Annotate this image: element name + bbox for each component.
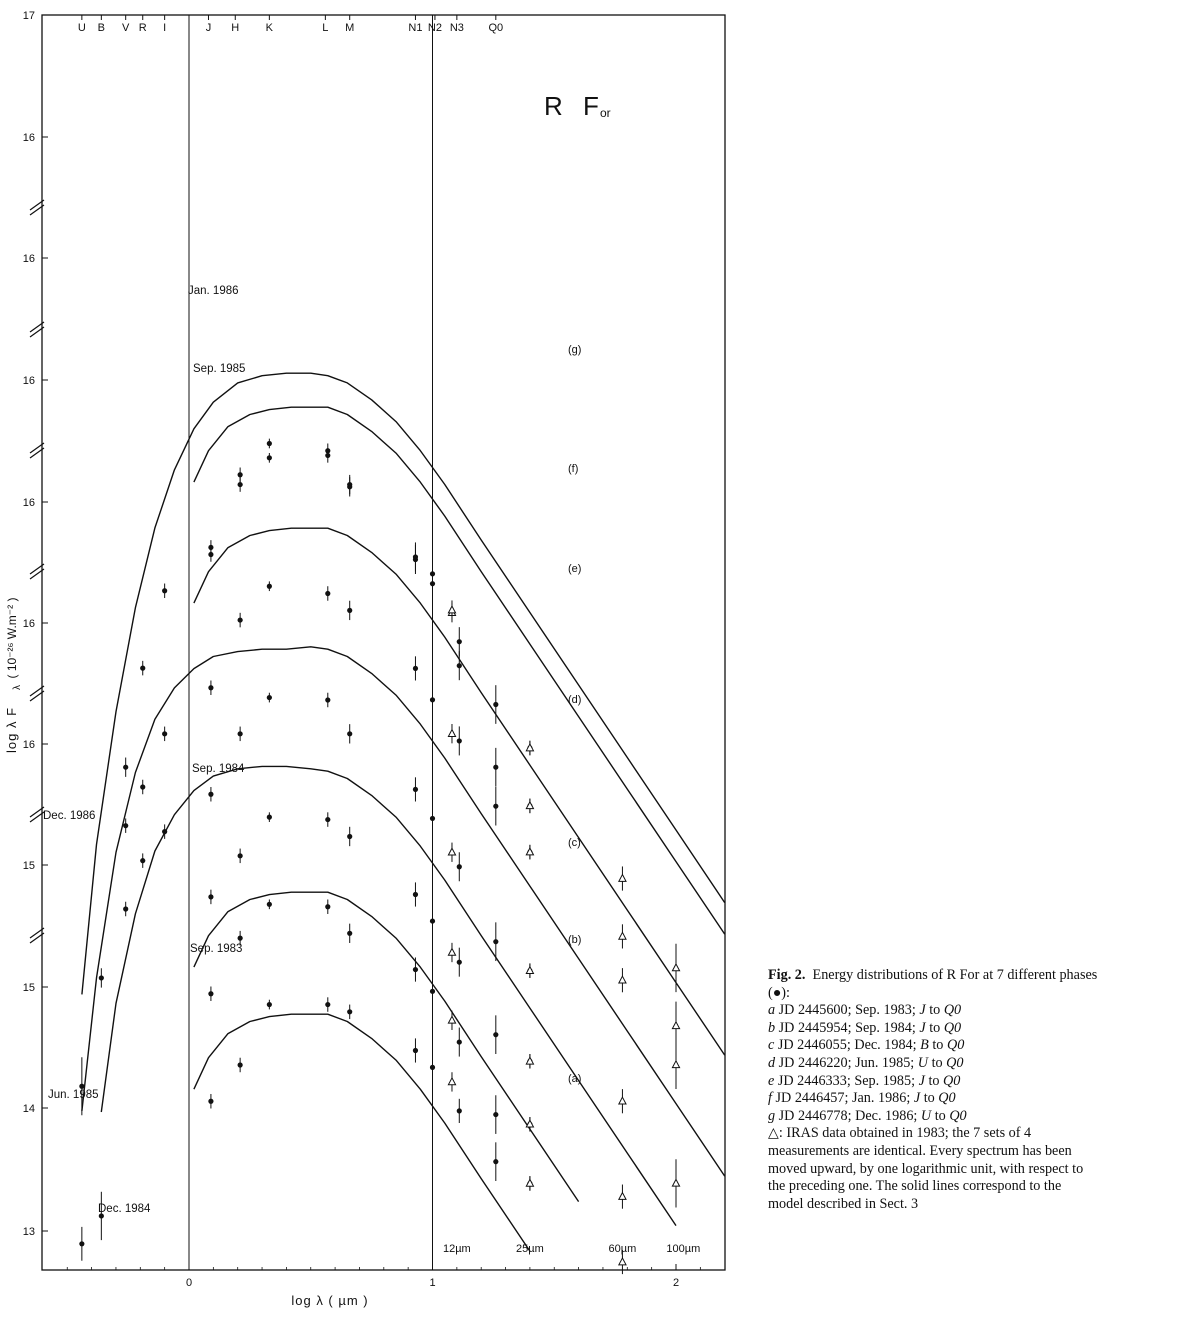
- iras-point: [448, 1016, 455, 1023]
- band-label: J: [205, 22, 212, 34]
- entry-letter: b: [768, 1019, 776, 1036]
- annotation-sep--1983: Sep. 1983: [190, 943, 243, 955]
- entry-letter: g: [768, 1107, 776, 1124]
- caption-title: Energy distributions of R For at 7 different phases: [812, 967, 1098, 983]
- y-tick-label: 13: [22, 1226, 35, 1238]
- data-point: [325, 904, 330, 909]
- data-point: [430, 989, 435, 994]
- caption-entry: [768, 1090, 1196, 1108]
- entry-date: Sep. 1985;: [854, 1072, 919, 1089]
- iras-point: [672, 1179, 679, 1186]
- caption-entries: [768, 1002, 1196, 1125]
- y-tick-label: 14: [22, 1103, 35, 1115]
- entry-band-to: Q0: [943, 1072, 961, 1089]
- caption-body-line: △: IRAS data obtained in 1983; the 7 sets of 4: [768, 1125, 1032, 1142]
- y-tick-label: 16: [22, 132, 35, 144]
- entry-band-to: Q0: [949, 1107, 967, 1124]
- data-point: [162, 588, 167, 593]
- annotation--f-: (f): [568, 463, 579, 475]
- entry-jd: JD 2446778;: [775, 1107, 856, 1124]
- data-point: [325, 697, 330, 702]
- caption-entry: [768, 1002, 1196, 1020]
- model-curve-a: [194, 1014, 530, 1251]
- data-point: [267, 455, 272, 460]
- band-label: M: [345, 22, 355, 34]
- entry-jd: JD 2445600;: [775, 1002, 856, 1019]
- data-point: [457, 663, 462, 668]
- y-tick-label: 15: [22, 860, 35, 872]
- caption-body-line: model described in Sect. 3: [768, 1195, 919, 1212]
- iras-point: [619, 1258, 626, 1265]
- x-tick-label: 0: [185, 1277, 193, 1289]
- data-point: [162, 731, 167, 736]
- data-point: [123, 765, 128, 770]
- iras-point: [448, 606, 455, 613]
- x-tick-label: 1: [429, 1277, 436, 1289]
- caption-body-line: moved upward, by one logarithmic unit, with respect to: [768, 1160, 1084, 1177]
- data-point: [123, 823, 128, 828]
- data-point: [238, 482, 243, 487]
- data-point: [325, 591, 330, 596]
- plot-title-for: F: [583, 91, 599, 121]
- entry-date: Sep. 1983;: [855, 1002, 920, 1019]
- band-label: N1: [408, 22, 423, 34]
- iras-wavelength-label: 12µm: [442, 1243, 471, 1255]
- iras-point: [619, 1193, 626, 1200]
- annotation-jan--1986: Jan. 1986: [188, 285, 239, 297]
- data-point: [493, 804, 498, 809]
- data-point: [430, 816, 435, 821]
- caption-symbol-line: (●):: [768, 984, 790, 1001]
- model-curve-b: [194, 892, 582, 1201]
- data-point: [208, 552, 213, 557]
- iras-point: [448, 848, 455, 855]
- data-point: [208, 1099, 213, 1104]
- data-point: [238, 936, 243, 941]
- annotation-sep--1984: Sep. 1984: [192, 763, 245, 775]
- entry-date: Jun. 1985;: [855, 1054, 918, 1071]
- iras-point: [672, 1022, 679, 1029]
- data-point: [267, 584, 272, 589]
- annotation--d-: (d): [568, 694, 582, 706]
- entry-to: to: [928, 1037, 947, 1054]
- entry-band-from: J: [919, 1019, 926, 1036]
- plot-border: [42, 15, 725, 1270]
- y-tick-label: 16: [22, 497, 35, 509]
- data-point: [347, 834, 352, 839]
- annotation-labels: [43, 285, 581, 1215]
- plot-title-subscript: or: [600, 106, 611, 120]
- entry-to: to: [931, 1107, 950, 1124]
- data-point: [267, 1002, 272, 1007]
- data-point: [99, 975, 104, 980]
- data-point: [457, 639, 462, 644]
- entry-jd: JD 2446333;: [774, 1072, 855, 1089]
- entry-band-to: Q0: [943, 1002, 962, 1019]
- y-axis-label: log λ F: [4, 706, 19, 754]
- annotation--a-: (a): [568, 1073, 582, 1085]
- caption-body-line: measurements are identical. Every spectrum has been: [768, 1142, 1072, 1159]
- entry-band-from: B: [920, 1037, 929, 1054]
- data-point: [413, 787, 418, 792]
- iras-wavelength-label: 100µm: [666, 1243, 701, 1255]
- annotation-sep--1985: Sep. 1985: [193, 363, 246, 375]
- entry-jd: JD 2445954;: [775, 1019, 856, 1036]
- x-axis-label: log λ ( µm ): [291, 1293, 369, 1308]
- data-point: [325, 1002, 330, 1007]
- entry-band-from: J: [918, 1072, 925, 1089]
- y-tick-label: 16: [22, 253, 35, 265]
- entry-letter: f: [768, 1090, 772, 1107]
- entry-date: Dec. 1984;: [854, 1037, 921, 1054]
- iras-point: [448, 730, 455, 737]
- band-label: N2: [427, 22, 442, 34]
- data-point: [238, 1062, 243, 1067]
- data-point: [267, 441, 272, 446]
- annotation-dec--1984: Dec. 1984: [98, 1203, 151, 1215]
- entry-jd: JD 2446220;: [775, 1054, 856, 1071]
- entry-date: Sep. 1984;: [855, 1019, 920, 1036]
- annotation-dec--1986: Dec. 1986: [43, 810, 96, 822]
- caption-body: [768, 1125, 1196, 1213]
- iras-point: [619, 875, 626, 882]
- caption-fig-label: Fig. 2.: [768, 967, 806, 983]
- data-point: [430, 1065, 435, 1070]
- iras-point: [619, 976, 626, 983]
- data-point: [208, 685, 213, 690]
- entry-to: to: [920, 1090, 939, 1107]
- data-point: [347, 1009, 352, 1014]
- data-point: [140, 858, 145, 863]
- data-point: [123, 906, 128, 911]
- data-point: [267, 902, 272, 907]
- data-point: [457, 1108, 462, 1113]
- data-point: [493, 765, 498, 770]
- data-point: [238, 472, 243, 477]
- entry-to: to: [928, 1054, 947, 1071]
- iras-point: [448, 948, 455, 955]
- annotation-jun--1985: Jun. 1985: [48, 1089, 99, 1101]
- data-point: [493, 939, 498, 944]
- iras-wavelength-label: 60µm: [608, 1243, 637, 1255]
- y-axis-label-sub: λ: [12, 685, 23, 690]
- data-point: [413, 1048, 418, 1053]
- entry-letter: c: [768, 1037, 775, 1054]
- entry-band-to: Q0: [938, 1090, 956, 1107]
- entry-date: Dec. 1986;: [855, 1107, 921, 1124]
- data-point: [493, 1112, 498, 1117]
- y-tick-label: 15: [22, 982, 35, 994]
- entry-band-from: U: [917, 1054, 929, 1071]
- data-point: [238, 617, 243, 622]
- data-point: [140, 666, 145, 671]
- data-point: [493, 702, 498, 707]
- y-tick-label: 16: [22, 618, 35, 630]
- data-point: [413, 554, 418, 559]
- data-point: [493, 1159, 498, 1164]
- data-point: [413, 967, 418, 972]
- entry-jd: JD 2446457;: [771, 1090, 852, 1107]
- data-point: [457, 960, 462, 965]
- entry-to: to: [925, 1002, 944, 1019]
- band-label: K: [265, 22, 274, 34]
- band-label: L: [322, 22, 329, 34]
- band-label: U: [77, 22, 86, 34]
- data-point: [267, 695, 272, 700]
- band-label: Q0: [488, 22, 504, 34]
- iras-point: [619, 932, 626, 939]
- data-point: [347, 484, 352, 489]
- data-point: [430, 571, 435, 576]
- entry-band-from: J: [913, 1090, 921, 1107]
- data-point: [325, 453, 330, 458]
- entry-jd: JD 2446055;: [774, 1037, 855, 1054]
- data-point: [413, 666, 418, 671]
- annotation--b-: (b): [568, 934, 582, 946]
- x-tick-label: 2: [672, 1277, 680, 1289]
- entry-letter: a: [768, 1002, 776, 1019]
- data-point: [238, 853, 243, 858]
- entry-letter: d: [768, 1054, 776, 1071]
- caption-body-line: the preceding one. The solid lines correspond to the: [768, 1178, 1062, 1195]
- data-point: [208, 792, 213, 797]
- annotation--e-: (e): [568, 563, 582, 575]
- data-point: [457, 738, 462, 743]
- data-point: [413, 892, 418, 897]
- plot-title: R: [544, 91, 563, 121]
- y-tick-label: 17: [22, 10, 35, 22]
- band-label: I: [163, 22, 167, 34]
- band-label: B: [97, 22, 106, 34]
- annotation--c-: (c): [568, 837, 581, 849]
- data-point: [208, 894, 213, 899]
- iras-point: [672, 964, 679, 971]
- data-point: [347, 931, 352, 936]
- data-point: [162, 829, 167, 834]
- iras-wavelength-label: 25µm: [516, 1243, 544, 1255]
- band-label: V: [122, 22, 130, 34]
- entry-to: to: [925, 1019, 944, 1036]
- figure-caption: [768, 967, 1196, 1213]
- caption-entry: [768, 1020, 1196, 1038]
- data-point: [347, 608, 352, 613]
- iras-point: [448, 1078, 455, 1085]
- y-tick-label: 16: [22, 375, 35, 387]
- band-label: R: [138, 22, 147, 34]
- data-point: [347, 731, 352, 736]
- data-point: [430, 918, 435, 923]
- data-point: [325, 817, 330, 822]
- caption-entry: [768, 1108, 1196, 1126]
- data-point: [140, 784, 145, 789]
- entry-band-to: Q0: [946, 1054, 964, 1071]
- y-tick-label: 16: [22, 739, 35, 751]
- data-point: [493, 1032, 498, 1037]
- data-point: [79, 1241, 84, 1246]
- iras-point: [672, 1061, 679, 1068]
- entry-band-from: U: [920, 1107, 932, 1124]
- y-axis-units: ( 10⁻²⁶ W.m⁻² ): [5, 597, 19, 679]
- caption-entry: [768, 1037, 1196, 1055]
- caption-entry: [768, 1055, 1196, 1073]
- entry-letter: e: [768, 1072, 775, 1089]
- model-curve-c: [101, 766, 676, 1225]
- model-curves: [82, 373, 725, 1251]
- entry-band-to: Q0: [943, 1019, 962, 1036]
- data-point: [208, 991, 213, 996]
- iras-point: [619, 1097, 626, 1104]
- entry-band-to: Q0: [946, 1037, 965, 1054]
- band-label: H: [231, 22, 240, 34]
- annotation--g-: (g): [568, 344, 582, 356]
- data-point: [430, 697, 435, 702]
- data-point: [267, 815, 272, 820]
- caption-entry: [768, 1073, 1196, 1091]
- entry-date: Jan. 1986;: [851, 1090, 914, 1107]
- data-point: [457, 864, 462, 869]
- data-point: [457, 1039, 462, 1044]
- data-point: [238, 731, 243, 736]
- band-label: N3: [449, 22, 464, 34]
- entry-to: to: [924, 1072, 944, 1089]
- entry-band-from: J: [919, 1002, 926, 1019]
